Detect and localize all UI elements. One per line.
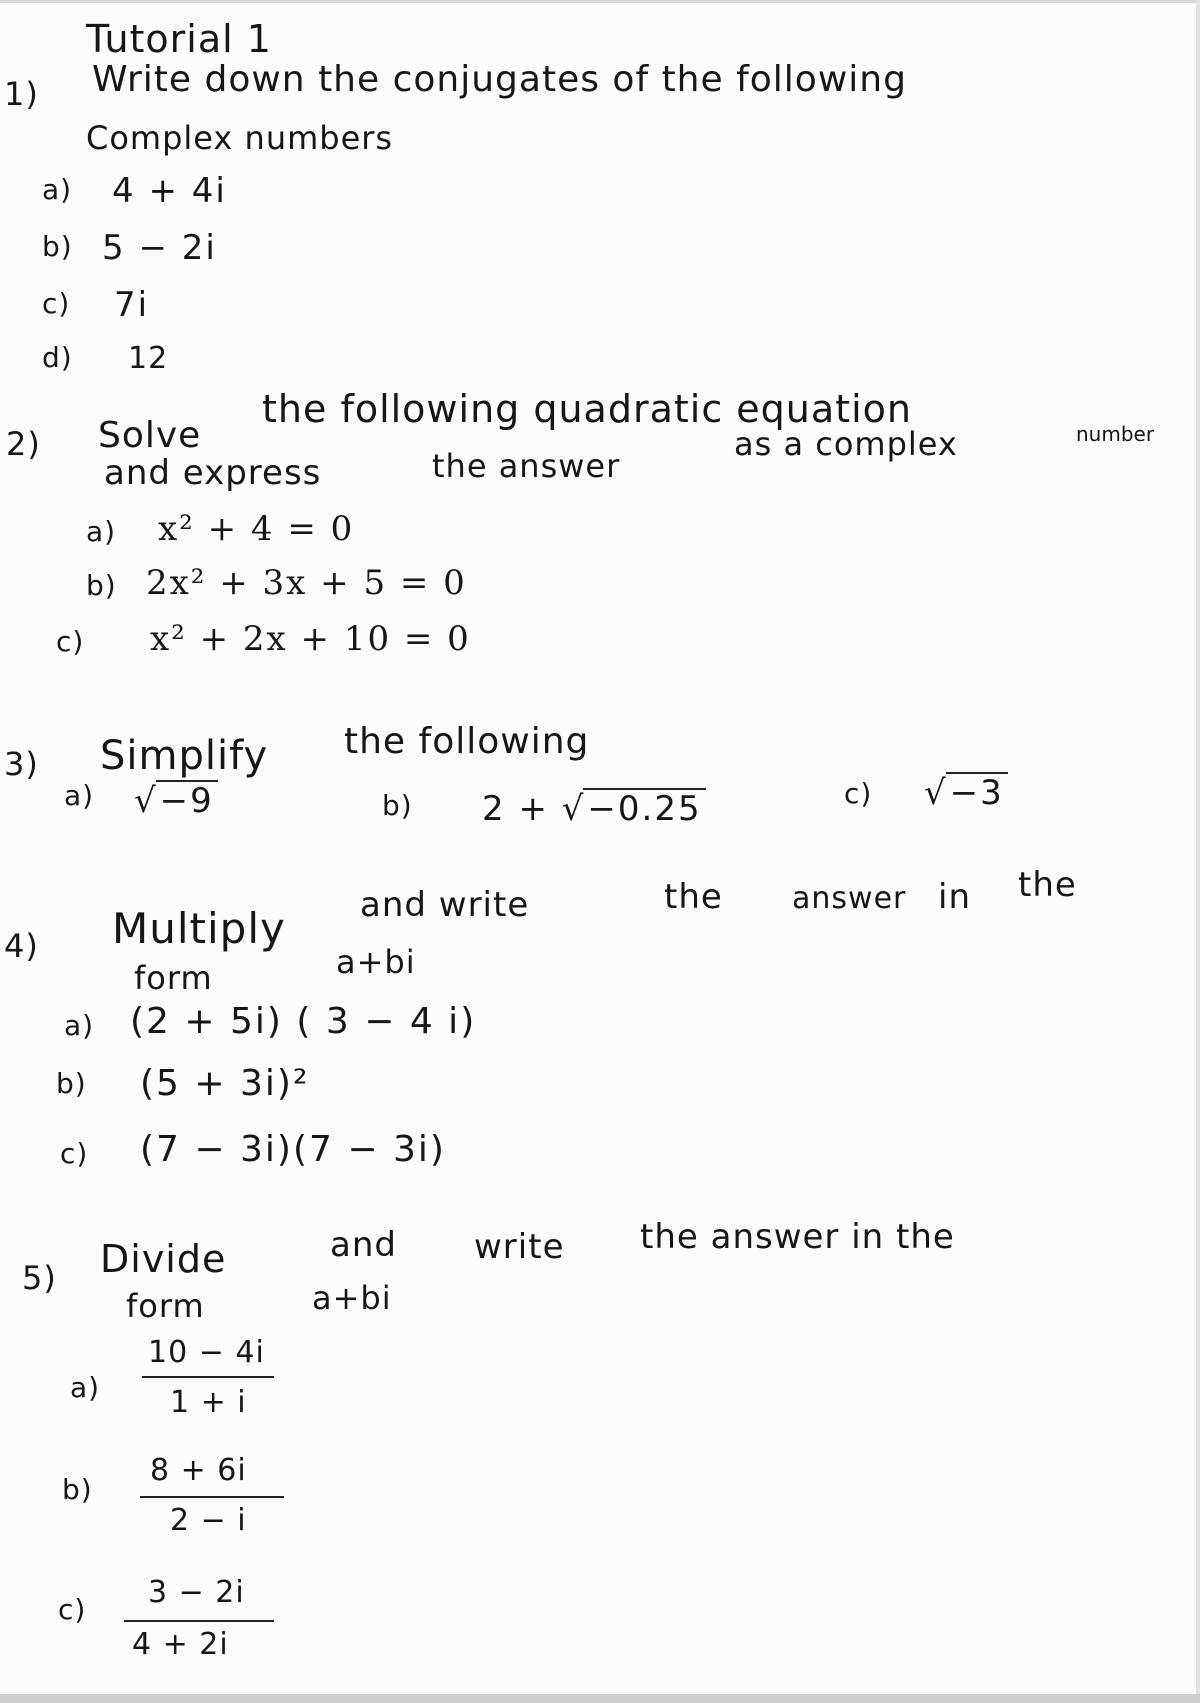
q4-answer: answer [792,881,907,916]
q4a-expression: (2 + 5i) ( 3 − 4 i) [130,1001,477,1042]
q4-the-1: the [664,877,723,917]
q3-instruction: the following [344,721,590,762]
q3a-radicand: −9 [156,780,218,818]
q1-instruction-line1: Write down the conjugates of the following [92,59,907,100]
q3a-expression [134,780,218,821]
q1d-expression: 12 [128,341,169,376]
tutorial-title: Tutorial 1 [86,17,272,61]
q5b-denominator: 2 − i [170,1503,247,1538]
q4b-label: b) [56,1067,87,1100]
q4-form-word: form [134,959,213,997]
q2-as-a-complex: as a complex [734,425,958,463]
q5b-label: b) [62,1473,93,1506]
q1a-expression: 4 + 4i [112,171,227,211]
q1c-expression: 7i [114,285,150,325]
q5-form-expression: a+bi [312,1279,392,1317]
q5b-fraction-bar [140,1496,284,1498]
q2-number-word: number [1076,422,1155,446]
q3b-expression [482,788,706,829]
q2b-label: b) [86,569,117,602]
q2a-equation: x² + 4 = 0 [158,509,355,549]
q5-write: write [474,1227,565,1267]
q4-number: 4) [4,927,39,965]
q2-number: 2) [6,425,41,463]
scan-top-edge [0,0,1200,3]
q2c-equation: x² + 2x + 10 = 0 [150,619,471,659]
q3-number: 3) [4,745,39,783]
q3c-label: c) [844,777,873,810]
q3b-prefix: 2 + [482,789,549,829]
q5b-numerator: 8 + 6i [150,1453,247,1488]
q5c-label: c) [58,1593,87,1626]
q4b-expression: (5 + 3i)² [140,1063,310,1104]
q3b-sqrt-icon: √ [561,789,586,829]
q3c-expression [924,772,1008,813]
q4c-expression: (7 − 3i)(7 − 3i) [140,1129,446,1170]
q4a-label: a) [64,1009,95,1042]
scan-right-edge [1196,0,1200,1703]
q1a-label: a) [42,173,73,206]
q2-and-express: and express [104,453,322,493]
q4-the-2: the [1018,865,1077,905]
q5a-label: a) [70,1371,101,1404]
q5a-fraction-bar [142,1376,274,1378]
q5c-fraction-bar [124,1620,274,1622]
q1b-expression: 5 − 2i [102,228,217,268]
q2b-equation: 2x² + 3x + 5 = 0 [146,563,467,603]
q1c-label: c) [42,287,71,320]
q1d-label: d) [42,341,73,374]
scan-bottom-edge [0,1694,1200,1703]
q2c-label: c) [56,625,85,658]
q3-simplify-word: Simplify [100,733,269,779]
q4c-label: c) [60,1137,89,1170]
q5c-numerator: 3 − 2i [148,1575,245,1610]
q3b-label: b) [382,789,413,822]
q4-in: in [938,877,971,917]
q5-form-word: form [126,1287,205,1325]
q2a-label: a) [86,515,117,548]
q4-multiply-word: Multiply [112,904,286,953]
q1-number: 1) [4,75,39,113]
q2-solve-word: Solve [98,415,202,456]
q3a-label: a) [64,779,95,812]
q5a-denominator: 1 + i [170,1385,247,1420]
q3c-sqrt-icon: √ [924,773,948,813]
q3b-radicand: −0.25 [583,788,705,826]
q1-instruction-line2: Complex numbers [86,119,394,157]
q2-instruction-line1: the following quadratic equation [262,387,912,431]
q5-divide-word: Divide [100,1237,227,1281]
q3c-radicand: −3 [946,772,1008,810]
q3a-sqrt-icon: √ [134,781,158,821]
q5a-numerator: 10 − 4i [148,1335,265,1370]
q2-the-answer: the answer [432,447,621,485]
q5-and: and [330,1225,397,1265]
q1b-label: b) [42,230,73,263]
q5c-denominator: 4 + 2i [132,1627,229,1662]
q4-form-expression: a+bi [336,943,416,981]
q5-number: 5) [22,1259,57,1297]
q4-and-write: and write [360,885,530,925]
q5-instruction-rest: the answer in the [640,1217,955,1257]
